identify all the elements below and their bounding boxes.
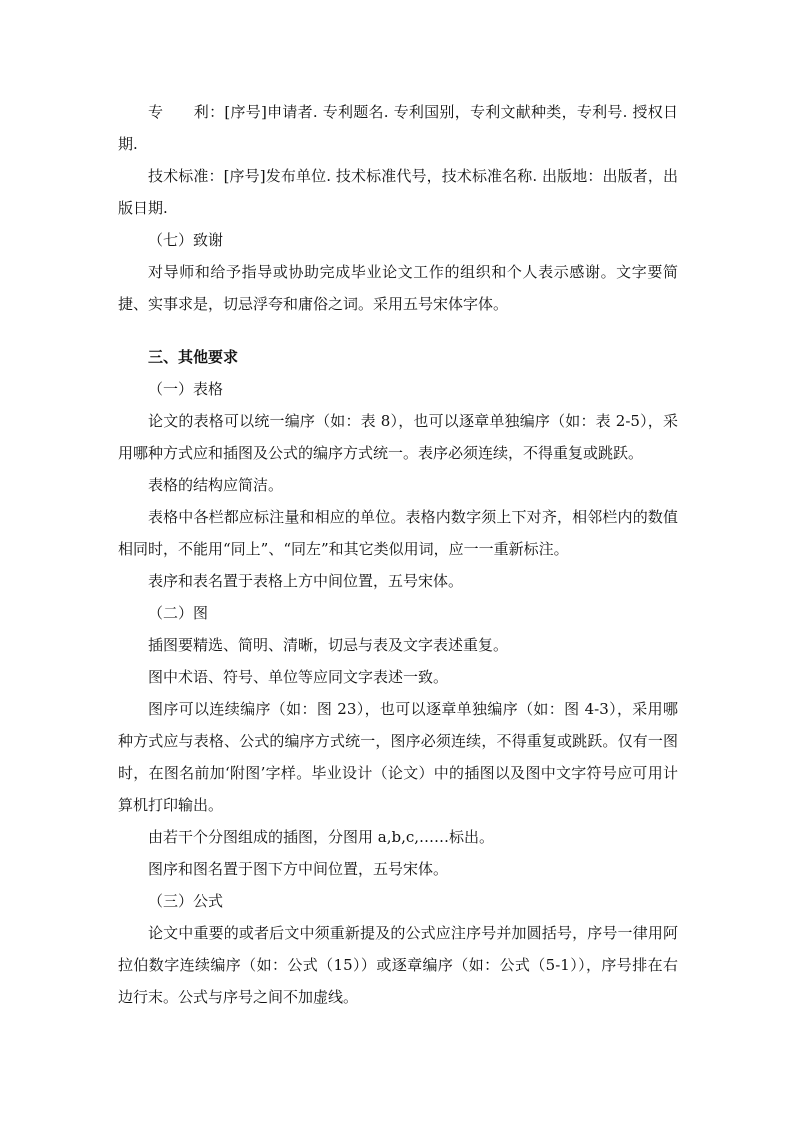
tables-structure-paragraph: 表格的结构应简洁。 (148, 476, 284, 494)
subsection-heading-formulas: （三）公式 (148, 892, 224, 910)
figures-caption-paragraph: 图序和图名置于图下方中间位置，五号宋体。 (148, 860, 449, 878)
formulas-numbering-paragraph: 论文中重要的或者后文中须重新提及的公式应注序号并加圆括号，序号一律用阿拉伯数字连续编序（如：公式（15））或逐章编序（如：公式（5-1）），序号排在右边行末。公式与序号之间不加虚线。 (118, 924, 678, 1006)
section-heading: 三、其他要求 (148, 348, 239, 366)
reference-format-standard: 技术标准：[序号]发布单位. 技术标准代号，技术标准名称. 出版地：出版者，出版日期. (118, 167, 678, 217)
page-body (118, 96, 678, 1013)
subsection-heading-tables: （一）表格 (148, 380, 224, 398)
tables-caption-paragraph: 表序和表名置于表格上方中间位置，五号宋体。 (148, 572, 464, 590)
acknowledgement-paragraph: 对导师和给予指导或协助完成毕业论文工作的组织和个人表示感谢。文字要简捷、实事求是，切忌浮夸和庸俗之词。采用五号宋体字体。 (118, 263, 678, 313)
figures-selection-paragraph: 插图要精选、简明、清晰，切忌与表及文字表述重复。 (148, 636, 509, 654)
tables-numbering-paragraph: 论文的表格可以统一编序（如：表 8），也可以逐章单独编序（如：表 2-5），采用哪种方式应和插图及公式的编序方式统一。表序必须连续，不得重复或跳跃。 (118, 412, 678, 462)
subsection-heading-acknowledgement: （七）致谢 (148, 231, 224, 249)
figures-terms-paragraph: 图中术语、符号、单位等应同文字表述一致。 (148, 668, 449, 686)
reference-format-patent: 专 利：[序号]申请者. 专利题名. 专利国别，专利文献种类，专利号. 授权日期. (118, 103, 678, 153)
figures-numbering-paragraph: 图序可以连续编序（如：图 23），也可以逐章单独编序（如：图 4-3），采用哪种方式应与表格、公式的编序方式统一，图序必须连续，不得重复或跳跃。仅有一图时，在图名前加‘附图’字样。毕业设计（论文）中的插图以及图中文字符号应可用计算机打印输出。 (118, 700, 678, 814)
tables-units-paragraph: 表格中各栏都应标注量和相应的单位。表格内数字须上下对齐，相邻栏内的数值相同时，不能用“同上”、“同左”和其它类似用词，应一一重新标注。 (118, 508, 678, 558)
subsection-heading-figures: （二）图 (148, 604, 209, 622)
figures-subfigure-paragraph: 由若干个分图组成的插图，分图用 a,b,c,……标出。 (148, 828, 495, 846)
